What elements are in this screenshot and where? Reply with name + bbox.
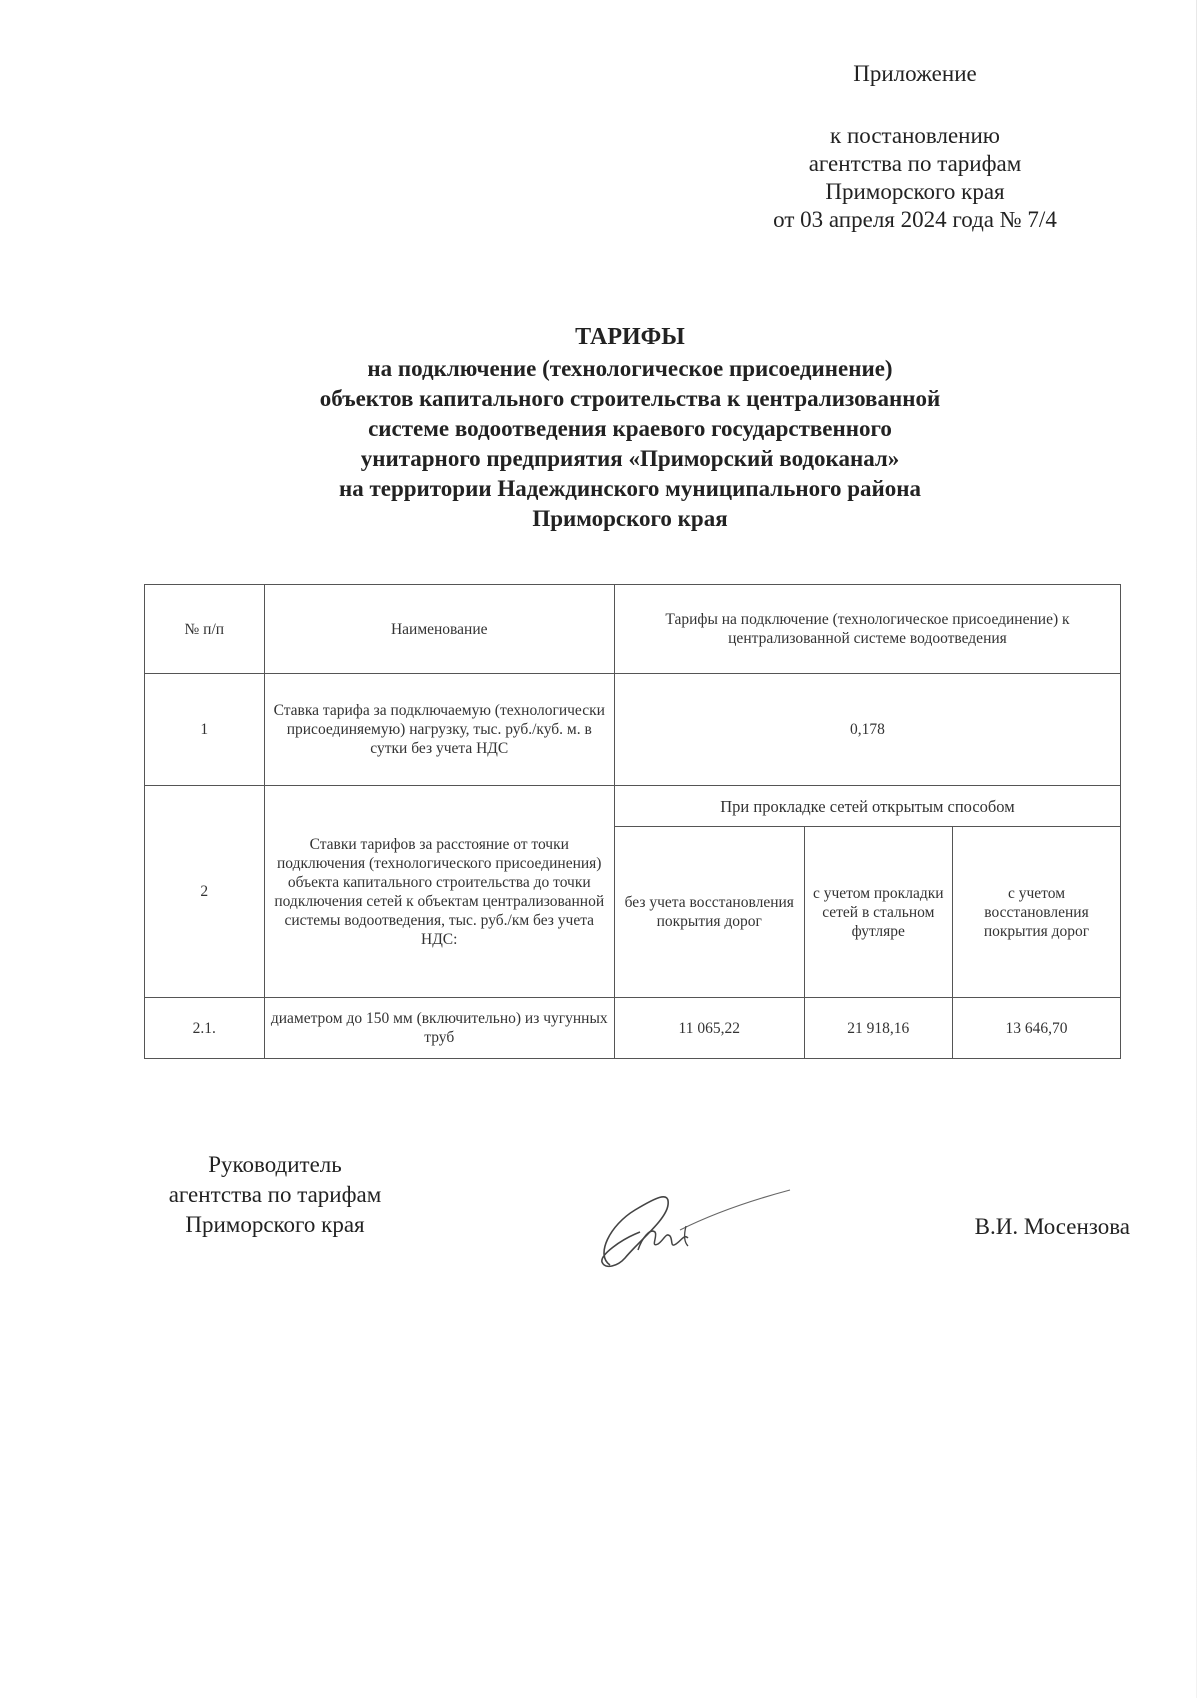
row-name: Ставки тарифов за расстояние от точки подключения (технологического присоединения) объекта капитального строительства до точки подключения сетей к объектам централизованной системы водоотведения, тыс. руб./км без учета НДС:	[264, 786, 614, 998]
heading-line: системе водоотведения краевого государственного	[368, 416, 892, 441]
heading-line: на подключение (технологическое присоединение)	[367, 356, 893, 381]
laying-method-header: При прокладке сетей открытым способом	[614, 786, 1120, 827]
table-row	[145, 998, 1121, 1059]
row-value: 11 065,22	[614, 998, 804, 1059]
handwritten-signature	[580, 1170, 810, 1280]
appendix-line: агентства по тарифам	[808, 151, 1022, 176]
row-value: 13 646,70	[952, 998, 1120, 1059]
appendix-date-line: от 03 апреля 2024 года № 7/4	[773, 207, 1057, 232]
signer-position-line: агентства по тарифам	[168, 1182, 382, 1207]
appendix-title: Приложение	[853, 61, 977, 86]
row-num: 2	[145, 786, 265, 998]
tariffs-table	[144, 584, 1121, 1059]
table-row	[145, 786, 1121, 827]
subheader-no-restoration: без учета восстановления покрытия дорог	[614, 827, 804, 998]
header-name: Наименование	[264, 585, 614, 674]
signer-position	[130, 1150, 420, 1240]
table-row	[145, 674, 1121, 786]
document-title: ТАРИФЫ	[575, 324, 685, 350]
signer-position-line: Приморского края	[185, 1212, 365, 1237]
appendix-line: Приморского края	[825, 179, 1005, 204]
row-value: 21 918,16	[804, 998, 952, 1059]
row-name: диаметром до 150 мм (включительно) из чугунных труб	[264, 998, 614, 1059]
heading-line: унитарного предприятия «Приморский водоканал»	[360, 446, 900, 471]
row-num: 1	[145, 674, 265, 786]
row-value: 0,178	[614, 674, 1120, 786]
header-num: № п/п	[145, 585, 265, 674]
subheader-road-restoration: с учетом восстановления покрытия дорог	[952, 827, 1120, 998]
signer-position-line: Руководитель	[208, 1152, 342, 1177]
appendix-line: к постановлению	[830, 123, 1000, 148]
appendix-reference	[700, 122, 1130, 234]
heading-line: Приморского края	[532, 506, 728, 531]
header-tariffs: Тарифы на подключение (технологическое присоединение) к централизованной системе водоотведения	[614, 585, 1120, 674]
row-name: Ставка тарифа за подключаемую (технологически присоединяемую) нагрузку, тыс. руб./куб. м. в сутки без учета НДС	[264, 674, 614, 786]
heading-line: объектов капитального строительства к централизованной	[319, 386, 941, 411]
subheader-steel-casing: с учетом прокладки сетей в стальном футляре	[804, 827, 952, 998]
document-heading	[140, 322, 1120, 534]
scan-edge	[1196, 0, 1197, 1698]
heading-line: на территории Надеждинского муниципального района	[338, 476, 922, 501]
table-header-row	[145, 585, 1121, 674]
signer-name: В.И. Мосензова	[974, 1214, 1130, 1239]
row-num: 2.1.	[145, 998, 265, 1059]
